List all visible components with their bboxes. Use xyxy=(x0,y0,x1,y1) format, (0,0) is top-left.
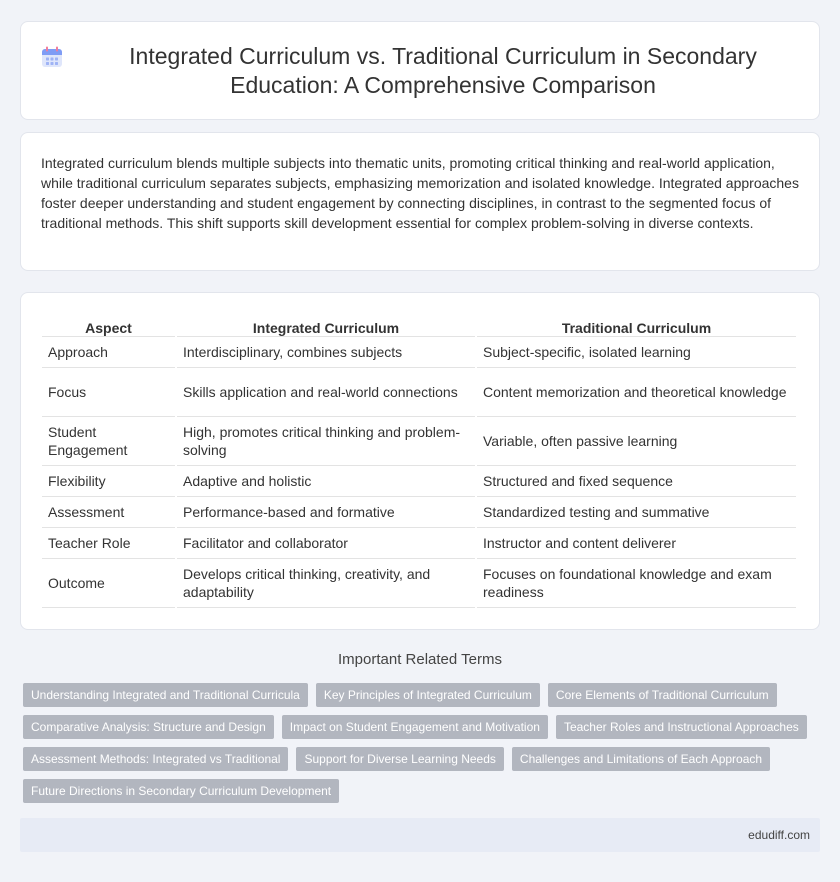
cell-aspect: Outcome xyxy=(42,559,175,608)
cell-aspect: Focus xyxy=(42,368,175,417)
related-term-tag[interactable]: Understanding Integrated and Traditional Curricula xyxy=(23,683,308,707)
intro-paragraph: Integrated curriculum blends multiple subjects into thematic units, promoting critical thinking and real-world application, while traditional curriculum separates subjects, emphasizing memorization and isolated knowledge. Integrated approaches foster deeper understanding and student engagement by connecting disciplines, in contrast to the segmented focus of traditional methods. This shift supports skill development essential for complex problem-solving in diverse contexts. xyxy=(41,155,799,231)
cell-integrated: Adaptive and holistic xyxy=(177,466,475,497)
related-term-tag[interactable]: Comparative Analysis: Structure and Design xyxy=(23,715,274,739)
related-term-tag[interactable]: Challenges and Limitations of Each Approach xyxy=(512,747,770,771)
footer xyxy=(20,818,820,852)
table-row xyxy=(42,466,796,497)
table-header-row xyxy=(42,315,796,337)
cell-traditional: Standardized testing and summative xyxy=(477,497,796,528)
table-row xyxy=(42,497,796,528)
cell-integrated: Interdisciplinary, combines subjects xyxy=(177,337,475,368)
calendar-icon xyxy=(40,45,64,69)
title-card xyxy=(20,21,820,120)
table-row xyxy=(42,559,796,608)
cell-traditional: Subject-specific, isolated learning xyxy=(477,337,796,368)
related-terms-list xyxy=(23,683,823,803)
table-row xyxy=(42,528,796,559)
cell-aspect: Flexibility xyxy=(42,466,175,497)
cell-aspect: Student Engagement xyxy=(42,417,175,466)
cell-aspect: Assessment xyxy=(42,497,175,528)
page-title: Integrated Curriculum vs. Traditional Curriculum in Secondary Education: A Comprehensive Comparison xyxy=(129,42,757,98)
cell-traditional: Variable, often passive learning xyxy=(477,417,796,466)
cell-integrated: Facilitator and collaborator xyxy=(177,528,475,559)
cell-integrated: Performance-based and formative xyxy=(177,497,475,528)
related-term-tag[interactable]: Assessment Methods: Integrated vs Traditional xyxy=(23,747,288,771)
header-integrated: Integrated Curriculum xyxy=(177,315,475,337)
related-term-tag[interactable]: Impact on Student Engagement and Motivation xyxy=(282,715,548,739)
comparison-card xyxy=(20,292,820,630)
cell-integrated: High, promotes critical thinking and problem-solving xyxy=(177,417,475,466)
title-wrap xyxy=(40,42,800,100)
table-row xyxy=(42,368,796,417)
header-traditional: Traditional Curriculum xyxy=(477,315,796,337)
cell-aspect: Teacher Role xyxy=(42,528,175,559)
intro-card xyxy=(20,132,820,271)
cell-traditional: Focuses on foundational knowledge and exam readiness xyxy=(477,559,796,608)
related-terms-heading: Important Related Terms xyxy=(338,651,502,668)
related-term-tag[interactable]: Teacher Roles and Instructional Approaches xyxy=(556,715,807,739)
cell-aspect: Approach xyxy=(42,337,175,368)
cell-integrated: Develops critical thinking, creativity, and adaptability xyxy=(177,559,475,608)
related-term-tag[interactable]: Future Directions in Secondary Curriculum Development xyxy=(23,779,339,803)
table-row xyxy=(42,337,796,368)
cell-integrated: Skills application and real-world connections xyxy=(177,368,475,417)
cell-traditional: Instructor and content deliverer xyxy=(477,528,796,559)
related-term-tag[interactable]: Support for Diverse Learning Needs xyxy=(296,747,503,771)
table-row xyxy=(42,417,796,466)
comparison-table xyxy=(40,315,798,608)
related-term-tag[interactable]: Key Principles of Integrated Curriculum xyxy=(316,683,540,707)
footer-site-link[interactable]: edudiff.com xyxy=(748,828,810,842)
cell-traditional: Structured and fixed sequence xyxy=(477,466,796,497)
related-term-tag[interactable]: Core Elements of Traditional Curriculum xyxy=(548,683,777,707)
header-aspect: Aspect xyxy=(42,315,175,337)
cell-traditional: Content memorization and theoretical knowledge xyxy=(477,368,796,417)
